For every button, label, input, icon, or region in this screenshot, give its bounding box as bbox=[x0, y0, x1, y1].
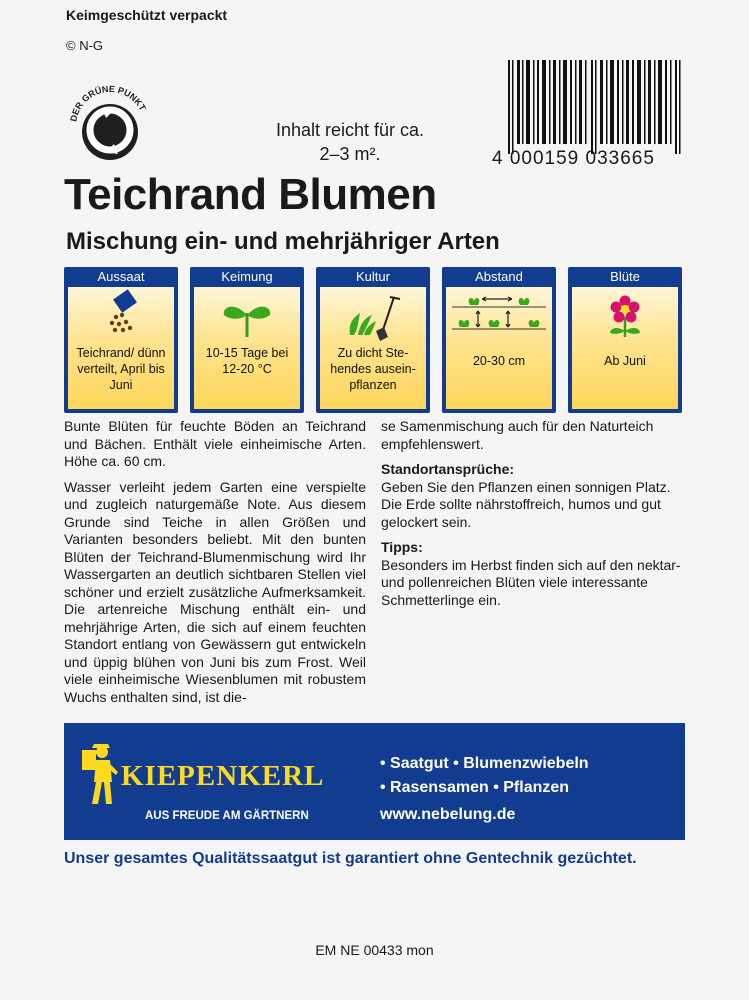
panel-heading: Abstand bbox=[475, 269, 523, 284]
description-intro: Bunte Blüten für feuchte Böden an Teichrand und Bächen. Enthält viele einheimische Arten. Höhe ca. 60 cm. bbox=[64, 418, 366, 469]
panel-aussaat bbox=[64, 267, 178, 413]
panel-heading: Kultur bbox=[356, 269, 390, 284]
spade-icon bbox=[320, 287, 426, 347]
tips-heading: Tipps: bbox=[381, 539, 423, 555]
brand-name: KIEPENKERL bbox=[121, 760, 325, 792]
panel-heading: Aussaat bbox=[97, 269, 145, 284]
website-link[interactable]: www.nebelung.de bbox=[380, 806, 516, 823]
product-subtitle: Mischung ein- und mehrjähriger Arten bbox=[66, 228, 500, 255]
brand-tagline: AUS FREUDE AM GÄRTNERN bbox=[145, 810, 309, 822]
panel-abstand bbox=[442, 267, 556, 413]
product-range-line: • Saatgut • Blumenzwiebeln bbox=[380, 755, 589, 772]
description-left-column bbox=[64, 418, 366, 714]
panel-kultur bbox=[316, 267, 430, 413]
barcode-number: 4 000159 033665 bbox=[492, 148, 655, 169]
tips-text: Besonders im Herbst finden sich auf den nektar- und pollenreichen Blüten viele interessante Schmetterlinge ein. bbox=[381, 556, 681, 608]
panel-keimung bbox=[190, 267, 304, 413]
logo-text: DER GRÜNE PUNKT bbox=[68, 83, 148, 123]
panel-text: Teichrand/ dünn verteilt, April bis Juni bbox=[76, 346, 166, 392]
packaging-note: Keimgeschützt verpackt bbox=[66, 7, 228, 23]
green-dot-logo-icon bbox=[62, 78, 158, 174]
seed-packet-icon bbox=[68, 287, 174, 347]
kiepenkerl-figure-icon bbox=[80, 742, 120, 808]
panel-text: Zu dicht Ste- hendes ausein- pflanzen bbox=[330, 346, 416, 392]
product-range-line: • Rasensamen • Pflanzen bbox=[380, 779, 570, 796]
panel-text: 20-30 cm bbox=[472, 354, 526, 368]
gmo-free-statement: Unser gesamtes Qualitätssaatgut ist garantiert ohne Gentechnik gezüchtet. bbox=[64, 850, 637, 867]
batch-number: EM NE 00433 mon bbox=[315, 942, 434, 958]
description-body: Wasser verleiht jedem Garten eine verspielte und zugleich naturgemäße Note. Aus diesem Grunde sind Teiche in allen Größen und Varianten besonders beliebt. Mit den bunten Blüten der Teichrand-Blumenmischung wird Ihr Wassergarten an deutlich sichtbaren Stellen viel schöner und erzielt zusätzliche Aufmerksamkeit. Die artenreiche Mischung enthält ein- und mehrjährige Arten, die sich auf einem feuchten Standort entlang von Gewässern gut entwickeln und üppig blühen von Juni bis zum Frost. Weil viele einheimische Wiesenblumen mit robustem Wuchs enthalten sind, ist die- bbox=[64, 478, 366, 705]
panel-heading: Keimung bbox=[221, 269, 273, 284]
panel-bluete bbox=[568, 267, 682, 413]
flower-icon bbox=[572, 287, 678, 347]
barcode bbox=[506, 60, 684, 154]
sprout-icon bbox=[194, 287, 300, 347]
site-requirements-text: Geben Sie den Pflanzen einen sonnigen Platz. Die Erde sollte nährstoffreich, humos und gut gelockert sein. bbox=[381, 478, 671, 530]
product-title: Teichrand Blumen bbox=[64, 170, 437, 219]
description-continuation: se Samenmischung auch für den Naturteich empfehlenswert. bbox=[381, 418, 654, 452]
copyright-note: © N-G bbox=[66, 38, 104, 53]
spacing-icon bbox=[446, 287, 552, 347]
product-range-list bbox=[380, 752, 589, 800]
site-requirements-heading: Standortansprüche: bbox=[381, 461, 515, 477]
panel-text: 10-15 Tage bei 12-20 °C bbox=[205, 346, 289, 376]
description-right-column bbox=[381, 418, 685, 617]
coverage-note: Inhalt reicht für ca. 2–3 m². bbox=[275, 120, 425, 164]
panel-heading: Blüte bbox=[610, 269, 640, 284]
panel-text: Ab Juni bbox=[604, 354, 646, 368]
